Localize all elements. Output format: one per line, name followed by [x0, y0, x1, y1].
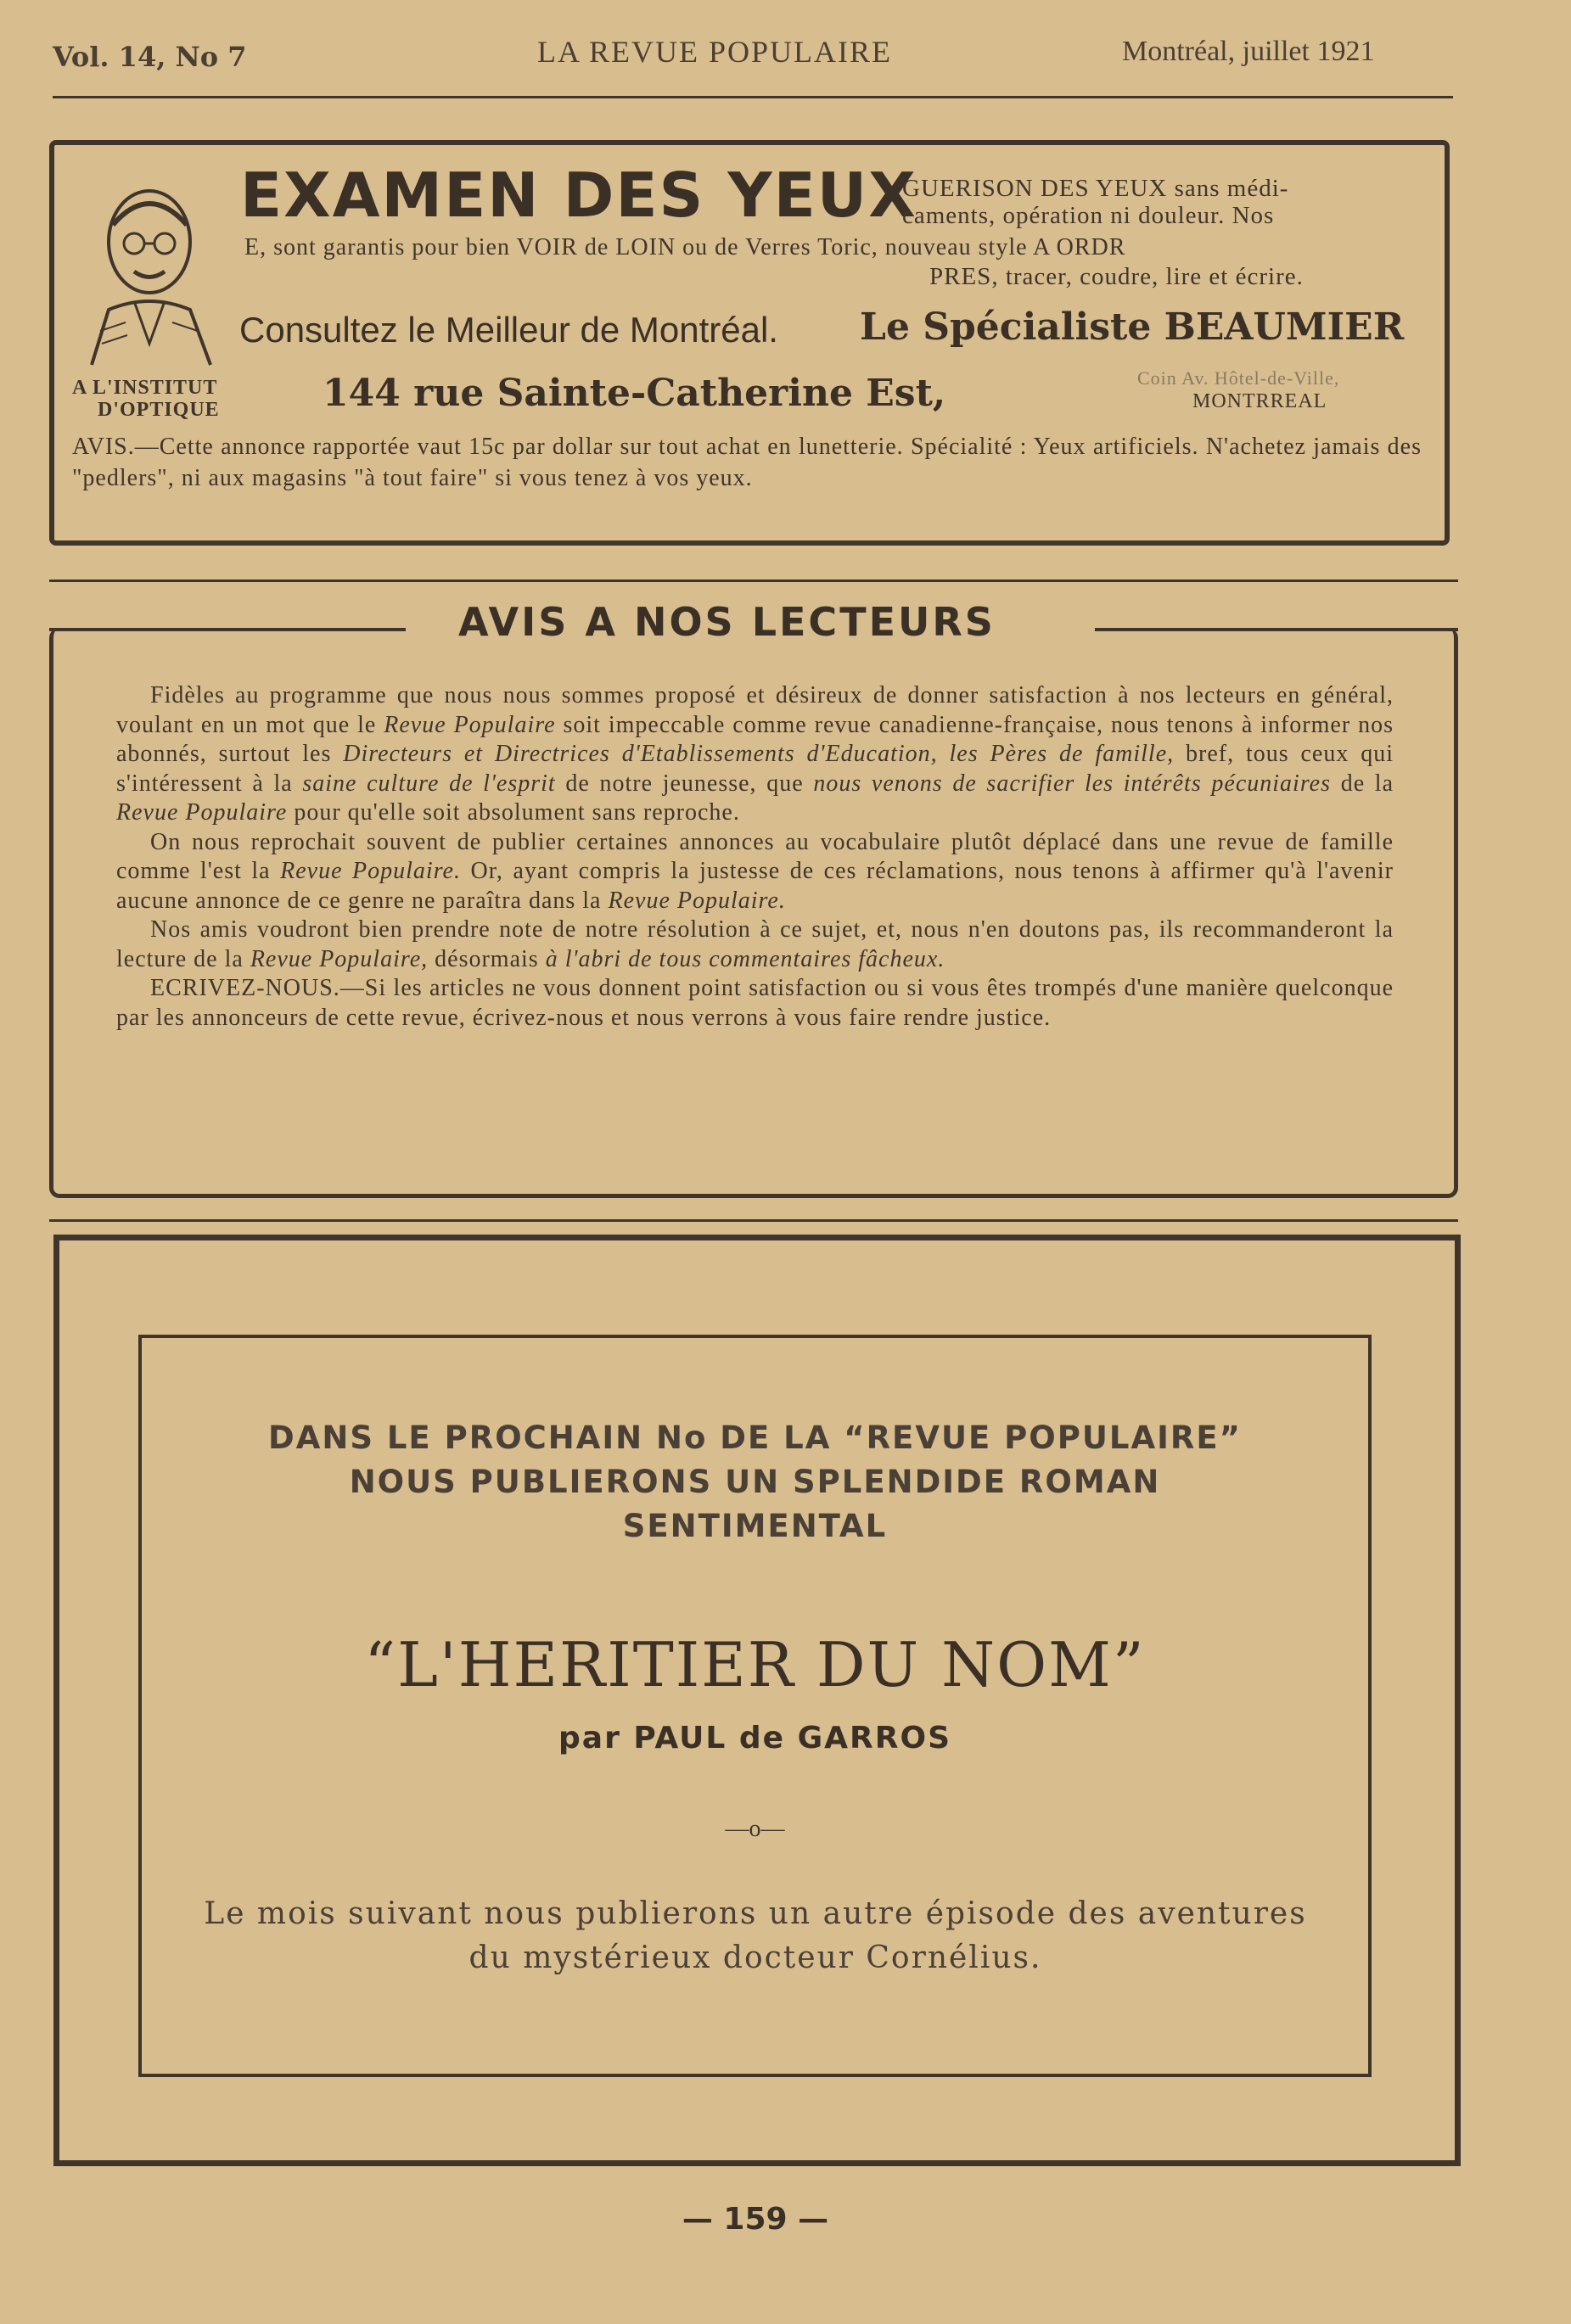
- running-title: LA REVUE POPULAIRE: [537, 35, 893, 69]
- ad-cure-line2: caments, opération ni douleur. Nos: [902, 202, 1275, 229]
- announcement-line-1: DANS LE PROCHAIN No DE LA “REVUE POPULAIRE”: [268, 1420, 1242, 1456]
- avis-paragraph-3: Nos amis voudront bien prendre note de notre résolution à ce sujet, et, nous n'en doutons pas, ils recommanderont la lecture de la Revue Populaire, désormais à l'abri de tous commentaires fâcheux.: [116, 916, 1394, 972]
- avis-body: [116, 681, 1394, 1033]
- ad-cure-line1: GUERISON DES YEUX sans médi-: [902, 175, 1289, 202]
- ad-consult-text: Consultez le Meilleur de Montréal.: [239, 310, 778, 350]
- ad-institute-line2: D'OPTIQUE: [98, 399, 220, 421]
- novel-title: “L'HERITIER DU NOM”: [364, 1629, 1146, 1700]
- ad-city: MONTRREAL: [1192, 390, 1327, 412]
- announcement-line-2: NOUS PUBLIERONS UN SPLENDIDE ROMAN: [349, 1464, 1161, 1500]
- announcement-line-3: SENTIMENTAL: [622, 1508, 888, 1544]
- next-month-text: Le mois suivant nous publierons un autre épisode des aventures du mystérieux docteur Cornélius.: [204, 1896, 1307, 1975]
- avis-top-rule-right: [1095, 628, 1458, 631]
- ad-guarantee-line: E, sont garantis pour bien VOIR de LOIN ou de Verres Toric, nouveau style A ORDR: [244, 234, 1126, 260]
- avis-paragraph-2: On nous reprochait souvent de publier certaines annonces au vocabulaire plutôt déplacé dans une revue de famille comme l'est la Revue Populaire. Or, ayant compris la justesse de ces réclamations, nous tenons à affirmer qu'à l'avenir aucune annonce de ce genre ne paraîtra dans la Revue Populaire.: [116, 828, 1394, 914]
- novel-author: par PAUL de GARROS: [558, 1721, 951, 1756]
- page-number: — 159 —: [682, 2202, 829, 2237]
- ad-title: EXAMEN DES YEUX: [240, 160, 917, 231]
- header-rule: [53, 96, 1453, 98]
- portrait-icon: [75, 174, 219, 369]
- avis-top-rule-left: [49, 628, 406, 631]
- ad-institute-line1: A L'INSTITUT: [72, 377, 218, 399]
- section-rule: [49, 580, 1458, 582]
- issue-date: Montréal, juillet 1921: [1122, 36, 1375, 67]
- ad-pres-line: PRES, tracer, coudre, lire et écrire.: [929, 263, 1304, 290]
- volume-number: Vol. 14, No 7: [53, 41, 247, 73]
- ad-specialist: Le Spécialiste BEAUMIER: [860, 305, 1405, 349]
- announcement-rule: [49, 1219, 1458, 1222]
- ad-address: 144 rue Sainte-Catherine Est,: [323, 372, 946, 415]
- ad-avis-text: AVIS.—Cette annonce rapportée vaut 15c par dollar sur tout achat en lunetterie. Spécialité : Yeux artificiels. N'achetez jamais des "pedlers", ni aux magasins "à tout faire" si vous tenez à vos yeux.: [72, 434, 1422, 491]
- avis-title: AVIS A NOS LECTEURS: [458, 599, 996, 645]
- ad-corner-line: Coin Av. Hôtel-de-Ville,: [1137, 367, 1340, 389]
- avis-paragraph-4: ECRIVEZ-NOUS.—Si les articles ne vous donnent point satisfaction ou si vous êtes trompés d'une manière quelconque par les annonceurs de cette revue, écrivez-nous et nous verrons à vous faire rendre justice.: [116, 975, 1394, 1031]
- avis-paragraph-1: Fidèles au programme que nous nous sommes proposé et désireux de donner satisfaction à nos lecteurs en général, voulant en un mot que le Revue Populaire soit impeccable comme revue canadienne-française, nous tenons à informer nos abonnés, surtout les Directeurs et Directrices d'Etablissements d'Education, les Pères de famille, bref, tous ceux qui s'intéressent à la saine culture de l'esprit de notre jeunesse, que nous venons de sacrifier les intérêts pécuniaires de la Revue Populaire pour qu'elle soit absolument sans reproche.: [116, 682, 1394, 826]
- announcement-separator: —o—: [725, 1816, 785, 1842]
